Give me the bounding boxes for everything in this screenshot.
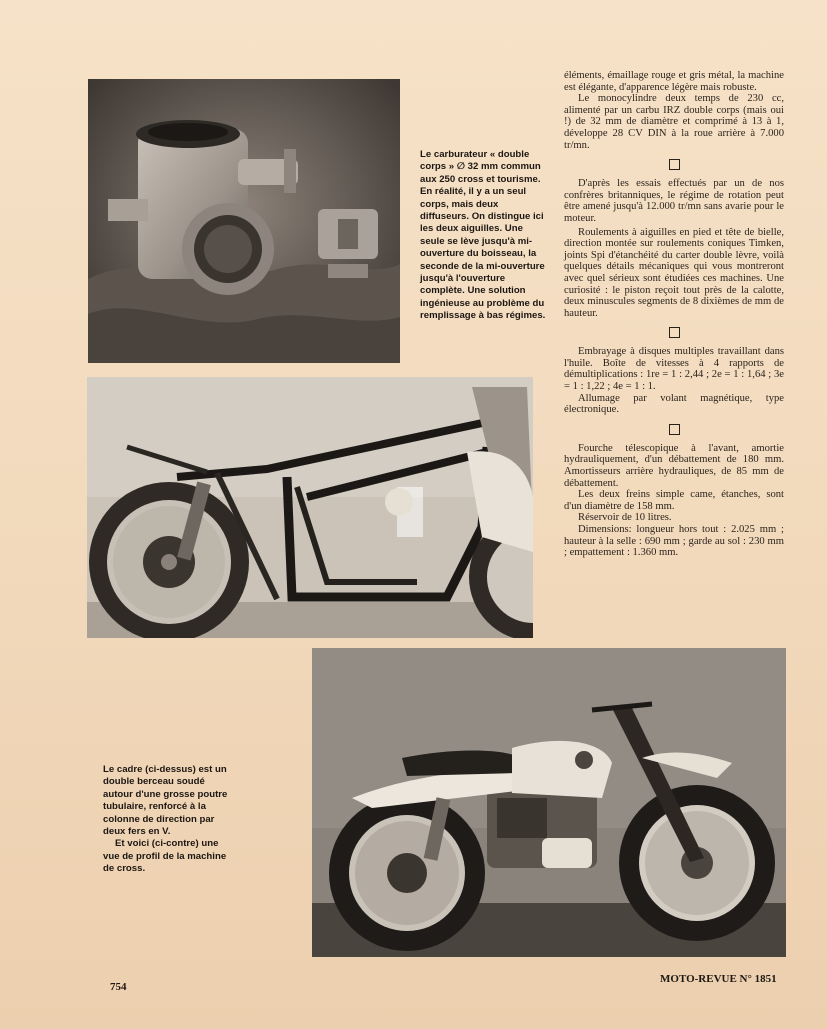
article-paragraph: éléments, émaillage rouge et gris métal, la machine est élégante, d'apparence légère mais robuste. bbox=[564, 70, 784, 93]
motorcycle-image bbox=[312, 648, 786, 957]
article-paragraph: Embrayage à disques multiples travaillant dans l'huile. Boîte de vitesses à 4 rapports de démultiplications : 1re = 1 : 2,44 ; 2e = 1 : 1,64 ; 3e = 1 : 1,22 ; 4e = 1 : 1. bbox=[564, 346, 784, 393]
profile-caption-text: Et voici (ci-contre) une vue de profil de la machine de cross. bbox=[103, 838, 227, 875]
frame-image bbox=[87, 377, 533, 638]
article-paragraph: Les deux freins simple came, étanches, sont d'un diamètre de 158 mm. bbox=[564, 489, 784, 512]
motorcycle-profile-photo bbox=[312, 648, 786, 957]
carburetor-image bbox=[88, 79, 400, 363]
page-number: 754 bbox=[110, 981, 127, 993]
article-paragraph: Fourche télescopique à l'avant, amortie hydrauliquement, d'un débattement de 180 mm. Amortisseurs arrière hydrauliques, de 85 mm de débattement. bbox=[564, 442, 784, 489]
section-separator-square bbox=[669, 424, 680, 435]
carburetor-caption bbox=[420, 149, 548, 323]
frame-caption-text: Le cadre (ci-dessus) est un double berceau soudé autour d'une grosse poutre tubulaire, renforcé à la colonne de direction par deux fers en V. bbox=[103, 764, 228, 838]
article-paragraph: Le monocylindre deux temps de 230 cc, alimenté par un carbu IRZ double corps (mais oui !) de 32 mm de diamètre et comprimé à 13 à 1, développe 28 CV DIN à la roue arrière à 7.000 tr/mn. bbox=[564, 93, 784, 151]
frame-photo bbox=[87, 377, 533, 638]
article-paragraph: D'après les essais effectués par un de nos confrères britanniques, le régime de rotation peut être amené jusqu'à 12.000 tr/mn sans avarie pour le moteur. bbox=[564, 178, 784, 224]
article-paragraph: Réservoir de 10 litres. bbox=[578, 512, 672, 524]
article-paragraph: Dimensions: longueur hors tout : 2.025 mm ; hauteur à la selle : 690 mm ; garde au sol : 230 mm ; empattement : 1.360 mm. bbox=[564, 524, 784, 559]
frame-caption bbox=[103, 764, 231, 876]
carburetor-photo bbox=[88, 79, 400, 363]
section-separator-square bbox=[669, 327, 680, 338]
article-column bbox=[564, 70, 784, 559]
magazine-issue: MOTO-REVUE N° 1851 bbox=[660, 973, 777, 985]
carburetor-caption-text: Le carburateur « double corps » ∅ 32 mm commun aux 250 cross et tourisme. En réalité, il y a un seul corps, mais deux diffuseurs. On distingue ici les deux aiguilles. Une seule se lève jusqu'à mi-ouverture du boisseau, la seconde de la mi-ouverture jusqu'à l'ouverture complète. Une solution ingénieuse au problème du remplissage à bas régimes. bbox=[420, 149, 546, 322]
article-paragraph: Roulements à aiguilles en pied et tête de bielle, direction montée sur roulements coniques Timken, joints Spi d'étanchéité du carter double lèvre, voilà quelques détails mécaniques qui vous montreront avec quel sérieux sont étudiées ces machines. Une curiosité : le piston reçoit tout près de la calotte, deux minuscules segments de 8 dixièmes de mm de hauteur. bbox=[564, 226, 784, 319]
article-paragraph: Allumage par volant magnétique, type électronique. bbox=[564, 392, 784, 416]
section-separator-square bbox=[669, 159, 680, 170]
